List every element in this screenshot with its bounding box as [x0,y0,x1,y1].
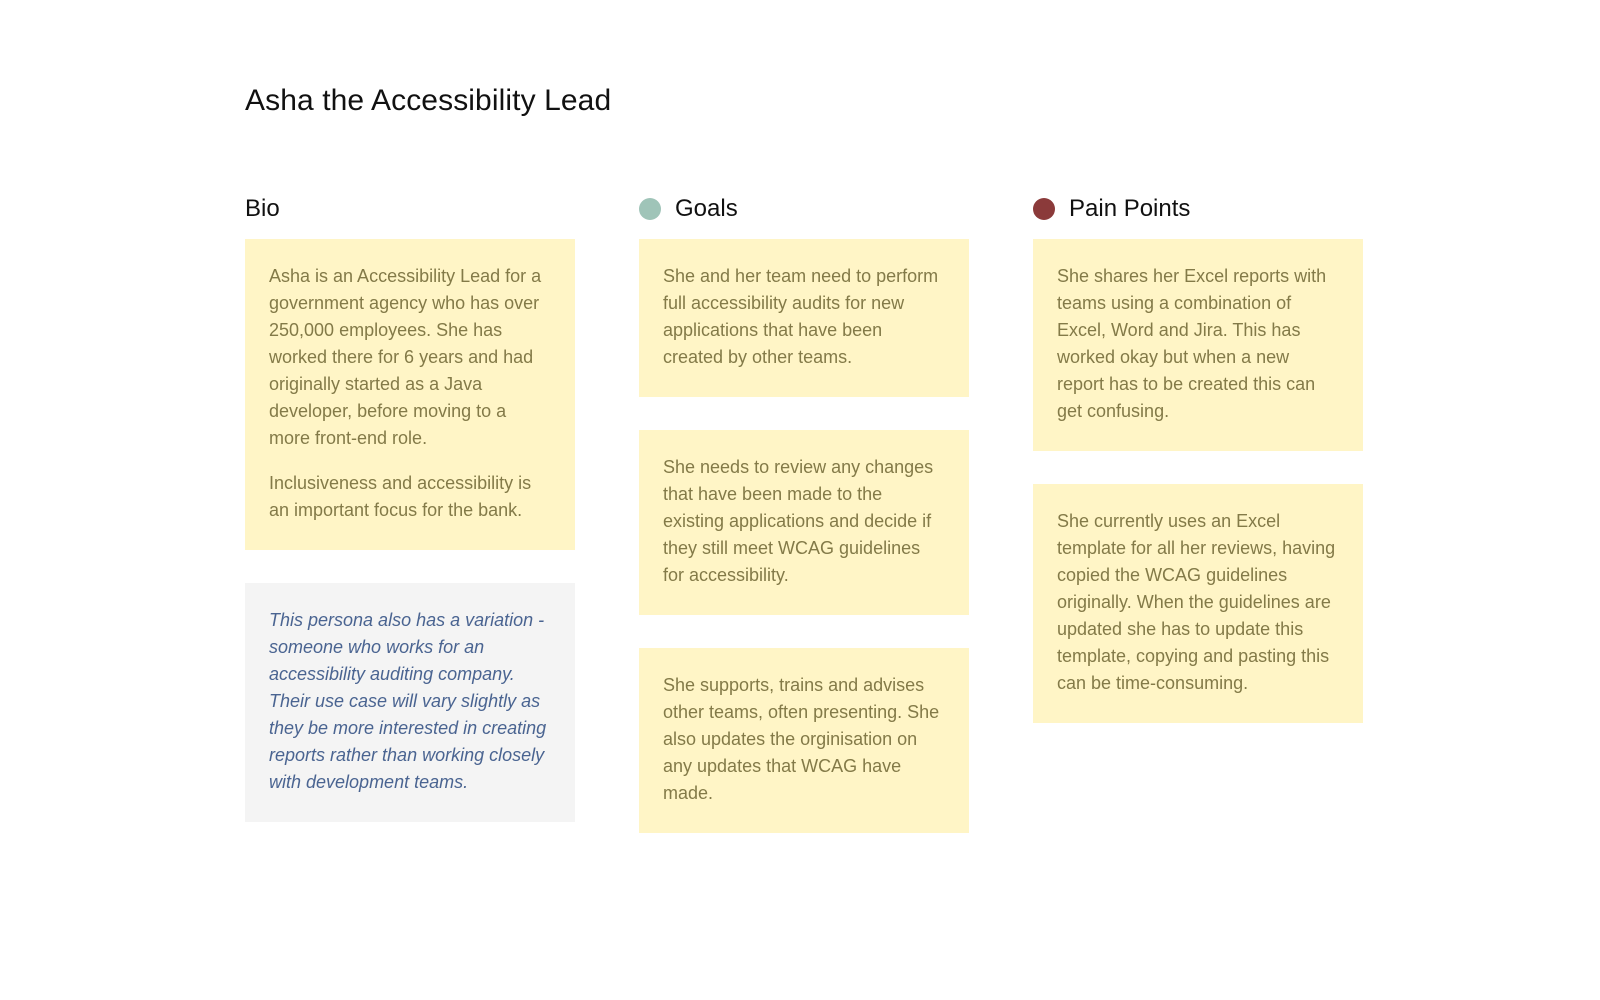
goal-sticky-note[interactable] [639,648,969,833]
goals-heading: Goals [675,195,738,222]
goals-column [639,192,969,866]
persona-variation-text: This persona also has a variation - someone who works for an accessibility auditing company. Their use case will vary slightly as they be more interested in creating reports rather than working closely with development teams. [269,610,547,792]
bio-header [245,192,575,226]
goals-circle-dot-icon [639,198,661,220]
bio-heading: Bio [245,195,280,222]
persona-variation-note[interactable] [245,583,575,822]
goal-sticky-note[interactable] [639,430,969,615]
pain-point-sticky-note[interactable] [1033,484,1363,723]
pain-point-text: She shares her Excel reports with teams using a combination of Excel, Word and Jira. This has worked okay but when a new report has to be created this can get confusing. [1057,266,1327,421]
bio-paragraph: Asha is an Accessibility Lead for a government agency who has over 250,000 employees. She has worked there for 6 years and had originally started as a Java developer, before moving to a more front-end role. [269,266,542,448]
goal-text: She supports, trains and advises other teams, often presenting. She also updates the orginisation on any updates that WCAG have made. [663,675,940,803]
goal-text: She and her team need to perform full accessibility audits for new applications that have been created by other teams. [663,266,939,367]
goal-sticky-note[interactable] [639,239,969,397]
goals-header [639,192,969,226]
bio-paragraph: Inclusiveness and accessibility is an important focus for the bank. [269,473,532,520]
bio-column [245,192,575,855]
pain-point-text: She currently uses an Excel template for all her reviews, having copied the WCAG guidelines originally. When the guidelines are updated she has to update this template, copying and pasting this can be time-consuming. [1057,511,1336,693]
goal-text: She needs to review any changes that have been made to the existing applications and decide if they still meet WCAG guidelines for accessibility. [663,457,934,585]
pain-points-circle-dot-icon [1033,198,1055,220]
pain-points-column [1033,192,1363,756]
pain-points-heading: Pain Points [1069,195,1191,222]
pain-points-header [1033,192,1363,226]
page-title: Asha the Accessibility Lead [245,84,612,117]
bio-sticky-note[interactable] [245,239,575,550]
pain-point-sticky-note[interactable] [1033,239,1363,451]
